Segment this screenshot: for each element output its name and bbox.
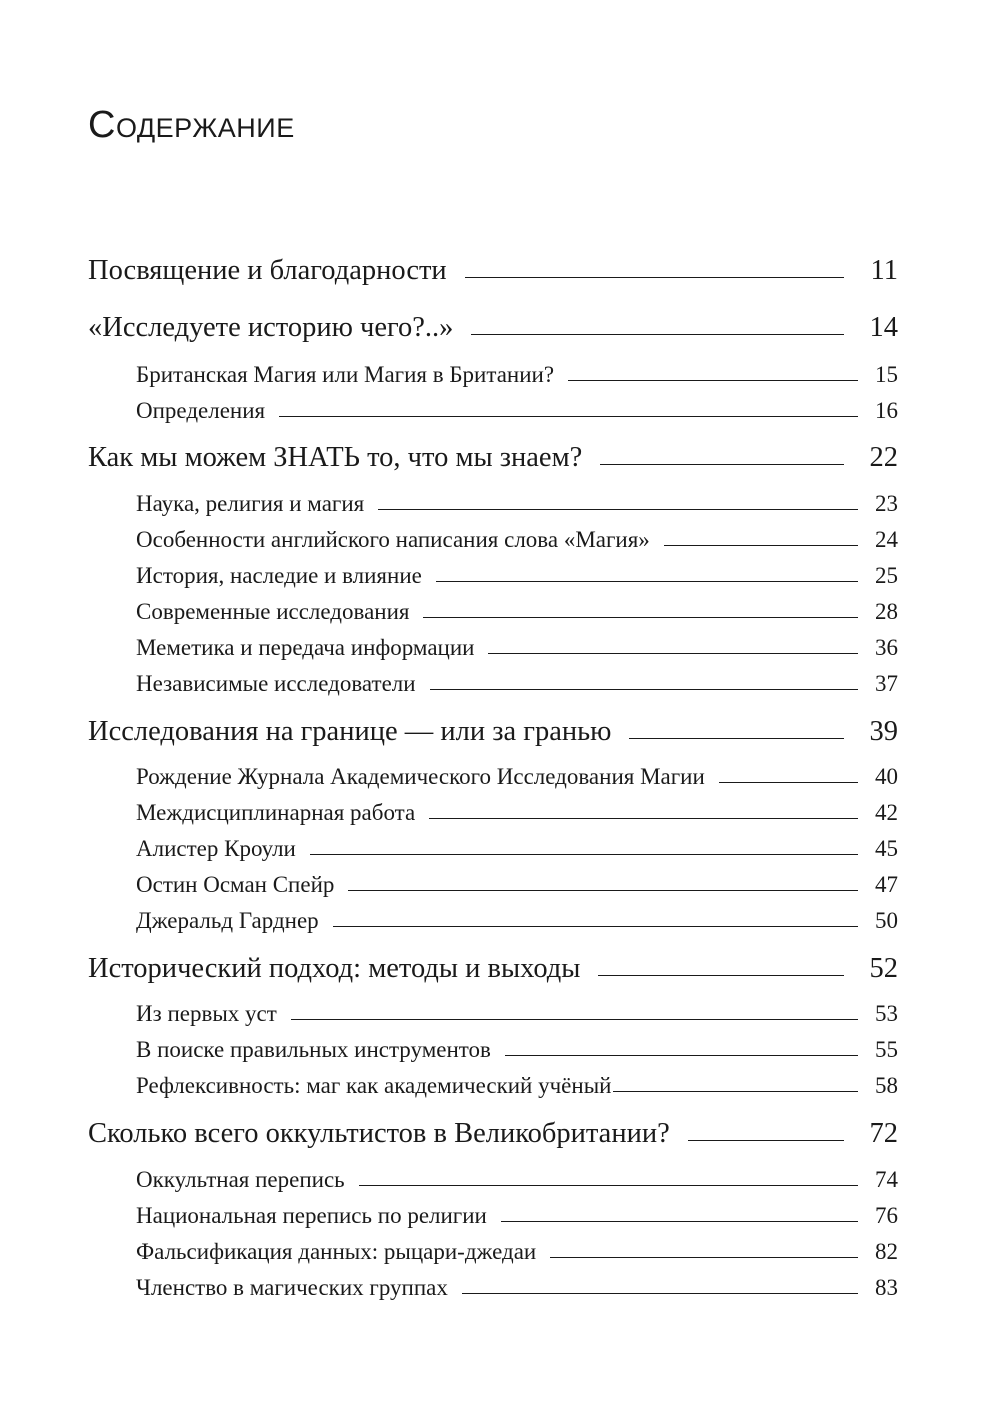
toc-entry-title: Оккультная перепись xyxy=(136,1167,345,1192)
toc-entry-title: В поиске правильных инструментов xyxy=(136,1037,491,1062)
toc-page-number: 15 xyxy=(875,362,898,387)
toc-leader-line xyxy=(465,277,844,278)
toc-page-number: 52 xyxy=(869,953,898,984)
toc-leader-line xyxy=(568,380,858,381)
toc-leader-line xyxy=(471,334,844,335)
toc-section[interactable] xyxy=(136,635,898,661)
toc-leader-line xyxy=(436,581,858,582)
toc-section[interactable] xyxy=(136,1167,898,1193)
toc-page-number: 14 xyxy=(869,312,898,343)
toc-entry-title: Исторический подход: методы и выходы xyxy=(88,953,581,984)
toc-page-number: 25 xyxy=(875,563,898,588)
toc-section[interactable] xyxy=(136,563,898,589)
toc-page-number: 55 xyxy=(875,1037,898,1062)
toc-section[interactable] xyxy=(136,764,898,790)
toc-section[interactable] xyxy=(136,1073,898,1099)
toc-section[interactable] xyxy=(136,1203,898,1229)
toc-entry-title: Как мы можем ЗНАТЬ то, что мы знаем? xyxy=(88,442,583,473)
toc-section[interactable] xyxy=(136,1275,898,1301)
toc-leader-line xyxy=(629,738,844,739)
toc-entry-title: Рождение Журнала Академического Исследования Магии xyxy=(136,764,705,789)
toc-chapter[interactable] xyxy=(88,255,898,287)
toc-entry-title: Посвящение и благодарности xyxy=(88,255,447,286)
toc-section[interactable] xyxy=(136,527,898,553)
toc-entry-title: Исследования на границе — или за гранью xyxy=(88,716,612,747)
toc-entry-title: Из первых уст xyxy=(136,1001,277,1026)
toc-leader-line xyxy=(348,890,858,891)
toc-chapter[interactable] xyxy=(88,716,898,748)
toc-leader-line xyxy=(423,617,858,618)
toc-entry-title: Особенности английского написания слова «Магия» xyxy=(136,527,650,552)
toc-entry-title: История, наследие и влияние xyxy=(136,563,422,588)
toc-page-number: 42 xyxy=(875,800,898,825)
toc-entry-title: Современные исследования xyxy=(136,599,410,624)
toc-section[interactable] xyxy=(136,908,898,934)
toc-leader-line xyxy=(501,1221,858,1222)
toc-page-number: 47 xyxy=(875,872,898,897)
toc-section[interactable] xyxy=(136,398,898,424)
toc-entry-title: Членство в магических группах xyxy=(136,1275,448,1300)
toc-leader-line xyxy=(550,1257,858,1258)
toc-chapter[interactable] xyxy=(88,312,898,344)
toc-page-number: 16 xyxy=(875,398,898,423)
toc-entry-title: Сколько всего оккультистов в Великобритании? xyxy=(88,1118,670,1149)
toc-leader-line xyxy=(279,416,858,417)
toc-leader-line xyxy=(600,464,844,465)
toc-entry-title: Рефлексивность: маг как академический учёный xyxy=(136,1073,612,1098)
toc-entry-title: Джеральд Гарднер xyxy=(136,908,319,933)
toc-page-number: 39 xyxy=(869,716,898,747)
toc-leader-line xyxy=(719,782,858,783)
page-title: Содержание xyxy=(88,104,295,146)
toc-section[interactable] xyxy=(136,1239,898,1265)
toc-section[interactable] xyxy=(136,1001,898,1027)
toc-leader-line xyxy=(430,689,858,690)
toc-page-number: 40 xyxy=(875,764,898,789)
toc-entry-title: Национальная перепись по религии xyxy=(136,1203,487,1228)
toc-page-number: 82 xyxy=(875,1239,898,1264)
toc-page-number: 58 xyxy=(875,1073,898,1098)
toc-entry-title: Наука, религия и магия xyxy=(136,491,365,516)
toc-section[interactable] xyxy=(136,362,898,388)
toc-leader-line xyxy=(291,1019,858,1020)
toc-section[interactable] xyxy=(136,800,898,826)
toc-leader-line xyxy=(613,1091,858,1092)
toc-page-number: 76 xyxy=(875,1203,898,1228)
toc-page-number: 11 xyxy=(870,255,898,286)
toc-page-number: 74 xyxy=(875,1167,898,1192)
toc-leader-line xyxy=(333,926,858,927)
toc-page-number: 45 xyxy=(875,836,898,861)
toc-section[interactable] xyxy=(136,1037,898,1063)
toc-entry-title: Междисциплинарная работа xyxy=(136,800,416,825)
toc-leader-line xyxy=(378,509,858,510)
toc-entry-title: Остин Осман Спейр xyxy=(136,872,335,897)
toc-page-number: 72 xyxy=(869,1118,898,1149)
toc-leader-line xyxy=(505,1055,858,1056)
toc-page-number: 23 xyxy=(875,491,898,516)
toc-entry-title: «Исследуете историю чего?..» xyxy=(88,312,454,343)
toc-page-number: 24 xyxy=(875,527,898,552)
toc-page-number: 83 xyxy=(875,1275,898,1300)
toc-entry-title: Независимые исследователи xyxy=(136,671,416,696)
toc-entry-title: Меметика и передача информации xyxy=(136,635,475,660)
toc-chapter[interactable] xyxy=(88,442,898,474)
toc-leader-line xyxy=(462,1293,858,1294)
toc-page-number: 28 xyxy=(875,599,898,624)
toc-entry-title: Определения xyxy=(136,398,266,423)
toc-entry-title: Алистер Кроули xyxy=(136,836,296,861)
toc-leader-line xyxy=(359,1185,858,1186)
toc-chapter[interactable] xyxy=(88,953,898,985)
toc-leader-line xyxy=(429,818,858,819)
toc-leader-line xyxy=(598,975,844,976)
toc-page-number: 36 xyxy=(875,635,898,660)
toc-entry-title: Фальсификация данных: рыцари-джедаи xyxy=(136,1239,537,1264)
toc-leader-line xyxy=(310,854,858,855)
toc-page-number: 37 xyxy=(875,671,898,696)
toc-page-number: 22 xyxy=(869,442,898,473)
toc-leader-line xyxy=(664,545,858,546)
toc-entry-title: Британская Магия или Магия в Британии? xyxy=(136,362,555,387)
toc-section[interactable] xyxy=(136,836,898,862)
toc-chapter[interactable] xyxy=(88,1118,898,1150)
toc-section[interactable] xyxy=(136,599,898,625)
toc-section[interactable] xyxy=(136,671,898,697)
toc-section[interactable] xyxy=(136,491,898,517)
toc-section[interactable] xyxy=(136,872,898,898)
toc-leader-line xyxy=(488,653,858,654)
toc-leader-line xyxy=(688,1140,844,1141)
toc-page-number: 50 xyxy=(875,908,898,933)
toc-page-number: 53 xyxy=(875,1001,898,1026)
